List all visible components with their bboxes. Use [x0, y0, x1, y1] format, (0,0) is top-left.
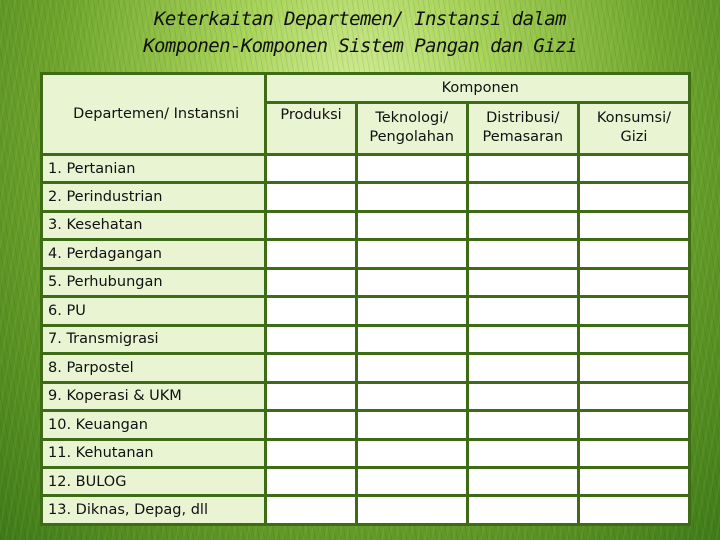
header-row-group	[43, 75, 688, 101]
table-row	[43, 213, 688, 238]
empty-cell[interactable]	[358, 184, 466, 209]
title-line-2: Komponen-Komponen Sistem Pangan dan Gizi	[143, 35, 577, 57]
empty-cell[interactable]	[469, 270, 577, 295]
row-header: Departemen/ Instansni	[43, 75, 264, 153]
empty-cell[interactable]	[358, 327, 466, 352]
empty-cell[interactable]	[267, 384, 354, 409]
empty-cell[interactable]	[469, 298, 577, 323]
slide-title	[0, 6, 720, 60]
empty-cell[interactable]	[358, 355, 466, 380]
empty-cell[interactable]	[580, 298, 688, 323]
component-table	[40, 72, 691, 526]
empty-cell[interactable]	[267, 156, 354, 181]
empty-cell[interactable]	[580, 213, 688, 238]
column-header-line: Produksi	[280, 107, 342, 123]
empty-cell[interactable]	[469, 327, 577, 352]
empty-cell[interactable]	[580, 497, 688, 523]
department-name: 9. Koperasi & UKM	[43, 384, 264, 409]
column-header-line: Gizi	[620, 129, 648, 146]
empty-cell[interactable]	[358, 384, 466, 409]
empty-cell[interactable]	[358, 156, 466, 181]
table-row	[43, 497, 688, 523]
empty-cell[interactable]	[469, 384, 577, 409]
empty-cell[interactable]	[267, 497, 354, 523]
empty-cell[interactable]	[469, 156, 577, 181]
empty-cell[interactable]	[358, 213, 466, 238]
column-header-konsumsi	[580, 104, 688, 153]
column-header-line: Konsumsi/	[596, 110, 671, 127]
empty-cell[interactable]	[267, 241, 354, 266]
empty-cell[interactable]	[580, 384, 688, 409]
table-row	[43, 184, 688, 209]
empty-cell[interactable]	[580, 327, 688, 352]
column-header-distribusi	[469, 104, 577, 153]
empty-cell[interactable]	[267, 412, 354, 437]
department-name: 13. Diknas, Depag, dll	[43, 497, 264, 523]
table-body	[43, 156, 688, 523]
empty-cell[interactable]	[580, 355, 688, 380]
empty-cell[interactable]	[580, 441, 688, 466]
column-header-line: Pemasaran	[482, 129, 564, 146]
table-row	[43, 412, 688, 437]
empty-cell[interactable]	[469, 497, 577, 523]
table-row	[43, 298, 688, 323]
empty-cell[interactable]	[469, 184, 577, 209]
column-header-line: Distribusi/	[486, 110, 560, 127]
empty-cell[interactable]	[267, 184, 354, 209]
table-row	[43, 156, 688, 181]
department-name: 8. Parpostel	[43, 355, 264, 380]
empty-cell[interactable]	[469, 441, 577, 466]
empty-cell[interactable]	[469, 213, 577, 238]
table-row	[43, 469, 688, 494]
department-name: 5. Perhubungan	[43, 270, 264, 295]
table-row	[43, 441, 688, 466]
column-header-line: Teknologi/	[375, 110, 449, 127]
empty-cell[interactable]	[469, 355, 577, 380]
column-header-produksi	[267, 104, 354, 153]
department-name: 1. Pertanian	[43, 156, 264, 181]
empty-cell[interactable]	[358, 270, 466, 295]
table-row	[43, 384, 688, 409]
table-row	[43, 241, 688, 266]
column-header-line: Pengolahan	[369, 129, 454, 146]
department-name: 4. Perdagangan	[43, 241, 264, 266]
empty-cell[interactable]	[580, 241, 688, 266]
department-name: 7. Transmigrasi	[43, 327, 264, 352]
empty-cell[interactable]	[358, 441, 466, 466]
empty-cell[interactable]	[358, 497, 466, 523]
empty-cell[interactable]	[267, 270, 354, 295]
table-row	[43, 327, 688, 352]
empty-cell[interactable]	[580, 184, 688, 209]
group-header-komponen: Komponen	[267, 75, 688, 101]
empty-cell[interactable]	[580, 469, 688, 494]
empty-cell[interactable]	[469, 412, 577, 437]
empty-cell[interactable]	[580, 412, 688, 437]
table-row	[43, 270, 688, 295]
empty-cell[interactable]	[267, 441, 354, 466]
empty-cell[interactable]	[469, 241, 577, 266]
empty-cell[interactable]	[267, 469, 354, 494]
department-name: 11. Kehutanan	[43, 441, 264, 466]
department-name: 12. BULOG	[43, 469, 264, 494]
table-row	[43, 355, 688, 380]
department-name: 3. Kesehatan	[43, 213, 264, 238]
empty-cell[interactable]	[580, 270, 688, 295]
empty-cell[interactable]	[267, 298, 354, 323]
empty-cell[interactable]	[358, 241, 466, 266]
empty-cell[interactable]	[267, 213, 354, 238]
empty-cell[interactable]	[358, 469, 466, 494]
department-name: 10. Keuangan	[43, 412, 264, 437]
empty-cell[interactable]	[580, 156, 688, 181]
department-name: 6. PU	[43, 298, 264, 323]
column-header-teknologi	[358, 104, 466, 153]
title-line-1: Keterkaitan Departemen/ Instansi dalam	[154, 8, 566, 30]
empty-cell[interactable]	[267, 327, 354, 352]
department-name: 2. Perindustrian	[43, 184, 264, 209]
empty-cell[interactable]	[469, 469, 577, 494]
empty-cell[interactable]	[267, 355, 354, 380]
empty-cell[interactable]	[358, 298, 466, 323]
empty-cell[interactable]	[358, 412, 466, 437]
